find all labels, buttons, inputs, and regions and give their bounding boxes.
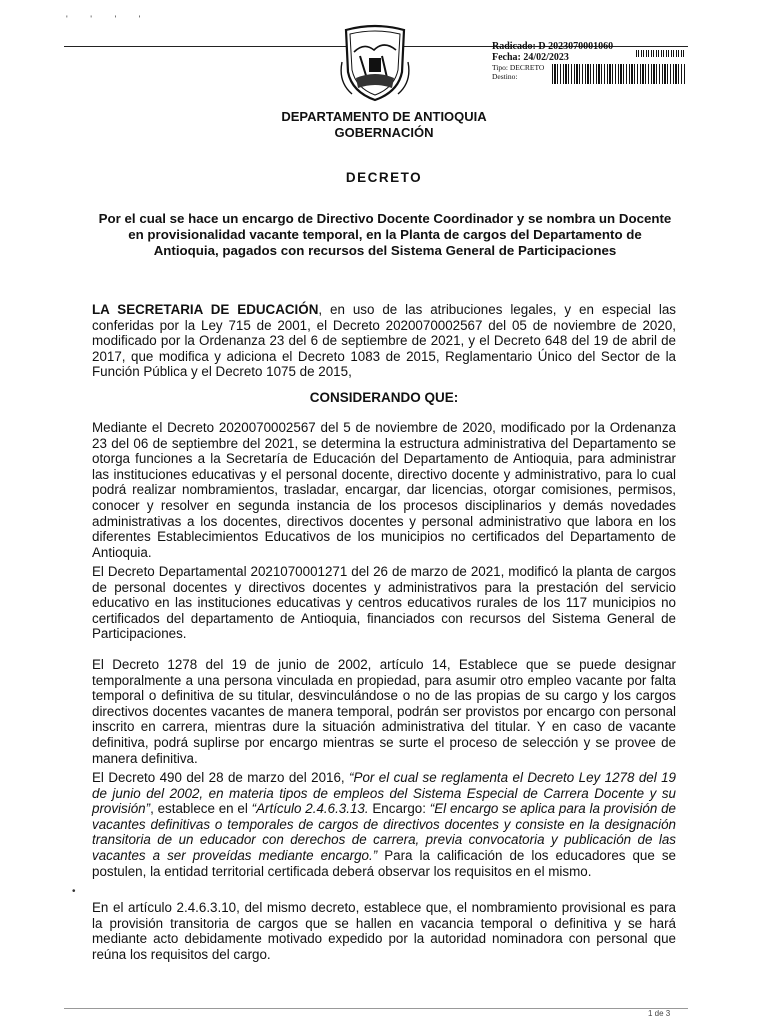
radicado-number: Radicado: D 2023070001060 — [492, 41, 614, 52]
p4-text-a: El Decreto 490 del 28 de marzo del 2016, — [92, 770, 350, 785]
considerando-heading: CONSIDERANDO QUE: — [309, 390, 459, 405]
margin-mark: • — [72, 886, 76, 897]
paragraph-3: El Decreto 1278 del 19 de junio de 2002, artículo 14, Establece que se puede designar temporalmente a una persona vinculada en propiedad, para asumir otro empleo vacante por falta temporal o definitiva de su titular, desvinculándose o no de las propias de su cargo y los cargos directivos docentes vacantes de manera temporal, podrán ser provistos por encargo con personal inscrito en carrera, mientras dure la situación administrativa del titular. Y en caso de vacante definitiva, podrá suplirse por encargo mientras se surte el proceso de selección y se provee de manera definitiva. — [92, 657, 676, 766]
document-type-title: DECRETO — [345, 170, 423, 185]
paragraph-2: El Decreto Departamental 2021070001271 del 26 de marzo de 2021, modificó la planta de cargos de personal docentes y directivos docentes y administrativos para la prestación del servicio educativo en las instituciones educativas y centros educativos rurales de los 117 municipios no certificados del departamento de Antioquia, financiados con recursos del Sistema General de Participaciones. — [92, 564, 676, 642]
paragraph-1: Mediante el Decreto 2020070002567 del 5 de noviembre de 2020, modificado por la Ordenanza 23 del 06 de septiembre del 2021, se determina la estructura administrativa del Departamento se otorga funciones a la Secretaría de Educación del Departamento de Antioquia, para administrar las instituciones educativas y el personal docente, directivo docente y administrativo, para lo cual podrá realizar nombramientos, trasladar, encargar, dar licencias, otorgar comisiones, permisos, conocer y resolver en segunda instancia de los procesos disciplinarios y demás novedades administrativas a los docentes, directivos docentes y personal administrativo que labora en los diferentes Establecimientos Educativos de los municipios no certificados del Departamento de Antioquia. — [92, 420, 676, 560]
radicado-date: Fecha: 24/02/2023 — [492, 52, 569, 63]
p4-text-g: Para la calificación de los educadores que se postulen, la entidad territorial certificada deberá observar los requisitos en el mismo. — [92, 847, 676, 879]
radicado-destino: Destino: — [492, 72, 518, 81]
gobernacion-title: GOBERNACIÓN — [334, 125, 434, 140]
intro-paragraph — [92, 302, 676, 380]
intro-text: , en uso de las atribuciones legales, y en especial las conferidas por la Ley 715 de 2001, el Decreto 2020070002567 del 05 de noviembre de 2020, modificado por la Ordenanza 23 del 6 de septiembre de 2021, y el Decreto 648 del 19 de abril de 2017, que modifica y adiciona el Decreto 1083 de 2015, Reglamentario Único del Sector de la Función Pública y el Decreto 1075 de 2015, — [92, 302, 676, 380]
p4-text-c: , establece en el — [150, 801, 252, 817]
p4-article-ref: “Artículo 2.4.6.3.13. — [251, 801, 369, 817]
p4-quote-title: “Por el cual se reglamenta el Decreto Ley 1278 del 19 de junio del 2002, en materia tipos de empleos del Sistema Especial de Carrera Docente y su provisión” — [92, 770, 676, 817]
barcode-small — [636, 50, 686, 57]
footer-rule — [64, 1008, 688, 1009]
radicado-type: Tipo: DECRETO — [492, 63, 545, 72]
paragraph-4 — [92, 770, 676, 879]
barcode — [552, 64, 686, 84]
p4-quote-encargo: “El encargo se aplica para la provisión de vacantes definitivas o temporales de cargos de directivos docentes y consiste en la designación transitoria de un educador con derechos de carrera, previa convocatoria y publicación de las vacantes a ser proveídas mediante encargo.” — [92, 801, 676, 863]
decree-subject: Por el cual se hace un encargo de Directivo Docente Coordinador y se nombra un Docente en provisionalidad vacante temporal, en la Planta de cargos del Departamento de Antioquia, pagados con recursos del Sistema General de Participaciones — [98, 211, 672, 258]
intro-authority: LA SECRETARIA DE EDUCACIÓN — [92, 302, 319, 317]
antioquia-coat-of-arms-icon — [338, 22, 412, 102]
p4-text-e: Encargo: — [368, 801, 430, 817]
scan-specks: ' ' ' ' — [66, 14, 151, 24]
page-number: 1 de 3 — [648, 1009, 671, 1018]
paragraph-5: En el artículo 2.4.6.3.10, del mismo decreto, establece que, el nombramiento provisional es para la provisión transitoria de cargos que se hallen en vacancia temporal o definitiva y se hará mediante acto debidamente motivado expedido por la autoridad nominadora con personal que reúna los requisitos del cargo. — [92, 900, 676, 962]
department-title: DEPARTAMENTO DE ANTIOQUIA — [281, 109, 487, 124]
